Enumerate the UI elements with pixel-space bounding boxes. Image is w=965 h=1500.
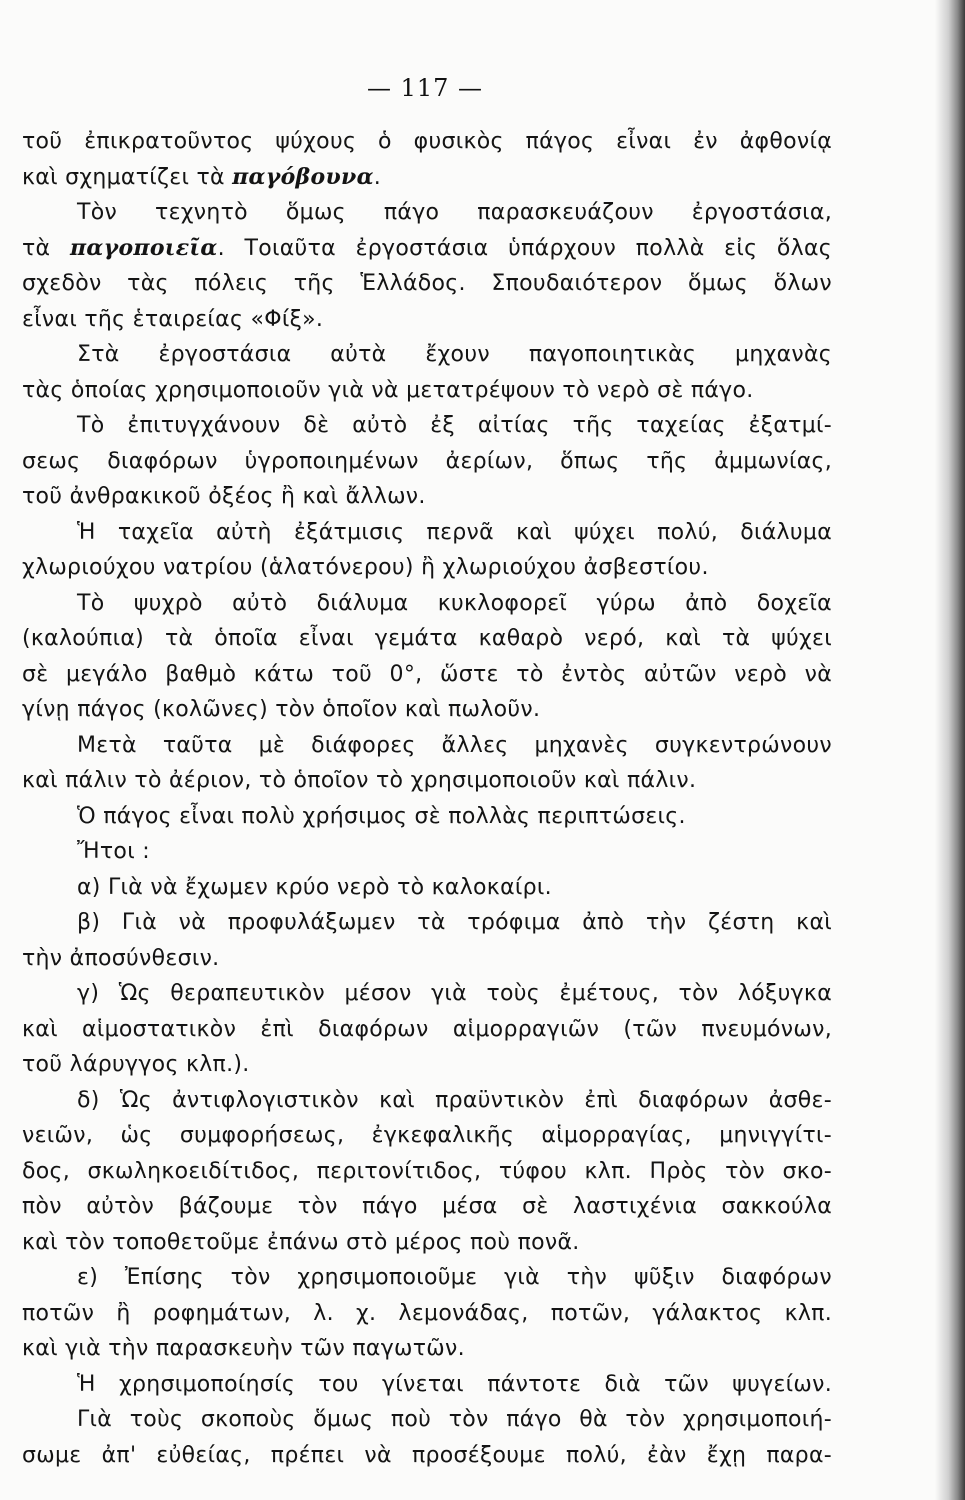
text-line: σωμε ἀπ' εὐθείας, πρέπει νὰ προσέξουμε πολύ, ἐὰν ἔχῃ παρα- bbox=[22, 1442, 832, 1468]
text-line: καὶ γιὰ τὴν παρασκευὴν τῶν παγωτῶν. bbox=[22, 1336, 465, 1361]
text-line: (καλούπια) τὰ ὁποῖα εἶναι γεμάτα καθαρὸ νερό, καὶ τὰ ψύχει bbox=[22, 626, 832, 651]
text-line: νειῶν, ὡς συμφορήσεως, ἐγκεφαλικῆς αἱμορραγίας, μηνιγγίτι- bbox=[22, 1123, 832, 1148]
list-item-e: ε) Ἐπίσης τὸν χρησιμοποιοῦμε γιὰ τὴν ψῦξιν διαφόρων bbox=[77, 1265, 832, 1290]
text-line: σχεδὸν τὰς πόλεις τῆς Ἑλλάδος. Σπουδαιότερον ὅμως ὅλων bbox=[22, 271, 832, 296]
paragraph-start: Τὸν τεχνητὸ ὅμως πάγο παρασκευάζουν ἐργοστάσια, bbox=[77, 200, 832, 225]
text-line: τοῦ λάρυγγος κλπ.). bbox=[22, 1052, 250, 1077]
list-intro: Ἤτοι : bbox=[77, 839, 150, 864]
list-item-d: δ) Ὡς ἀντιφλογιστικὸν καὶ πραϋντικὸν ἐπὶ διαφόρων ἀσθε- bbox=[77, 1087, 832, 1113]
text-line: καὶ τὸν τοποθετοῦμε ἐπάνω στὸ μέρος ποὺ πονᾶ. bbox=[22, 1229, 580, 1255]
paragraph-start: Ἡ χρησιμοποίησίς του γίνεται πάντοτε διὰ τῶν ψυγείων. bbox=[77, 1371, 832, 1397]
text-line: εἶναι τῆς ἑταιρείας «Φίξ». bbox=[22, 306, 324, 332]
text-line: ποτῶν ἢ ροφημάτων, λ. χ. λεμονάδας, ποτῶν, γάλακτος κλπ. bbox=[22, 1300, 832, 1326]
paragraph-start: Γιὰ τοὺς σκοποὺς ὅμως ποὺ τὸν πάγο θὰ τὸν χρησιμοποιή- bbox=[77, 1407, 832, 1432]
text-line: γίνῃ πάγος (κολῶνες) τὸν ὁποῖον καὶ πωλοῦν. bbox=[22, 697, 541, 722]
list-item-a: α) Γιὰ νὰ ἔχωμεν κρύο νερὸ τὸ καλοκαίρι. bbox=[77, 874, 552, 900]
body-text bbox=[22, 124, 832, 1473]
paragraph-start: Τὸ ψυχρὸ αὐτὸ διάλυμα κυκλοφορεῖ γύρω ἀπὸ δοχεῖα bbox=[77, 590, 832, 616]
text-line: τὰ παγοποιεῖα. Τοιαῦτα ἐργοστάσια ὑπάρχουν πολλὰ εἰς ὅλας bbox=[22, 234, 833, 261]
text-line: τοῦ ἐπικρατοῦντος ψύχους ὁ φυσικὸς πάγος εἶναι ἐν ἀφθονίᾳ bbox=[22, 129, 832, 154]
page-edge-shadow bbox=[935, 0, 965, 1500]
text-line: τὴν ἀποσύνθεσιν. bbox=[22, 945, 220, 971]
text-line: τὰς ὁποίας χρησιμοποιοῦν γιὰ νὰ μετατρέψουν τὸ νερὸ σὲ πάγο. bbox=[22, 377, 754, 403]
text-line: πὸν αὐτὸν βάζουμε τὸν πάγο μέσα σὲ λαστιχένια σακκούλα bbox=[22, 1194, 832, 1219]
text-line: καὶ σχηματίζει τὰ παγόβουνα. bbox=[22, 163, 382, 190]
list-item-b: β) Γιὰ νὰ προφυλάξωμεν τὰ τρόφιμα ἀπὸ τὴν ζέστη καὶ bbox=[77, 910, 832, 935]
page-number: — 117 — bbox=[366, 74, 484, 102]
paragraph-start: Μετὰ ταῦτα μὲ διάφορες ἄλλες μηχανὲς συγκεντρώνουν bbox=[77, 732, 832, 758]
text-line: σεως διαφόρων ὑγροποιημένων ἀερίων, ὅπως τῆς ἀμμωνίας, bbox=[22, 448, 832, 474]
list-item-c: γ) Ὡς θεραπευτικὸν μέσον γιὰ τοὺς ἐμέτους, τὸν λόξυγκα bbox=[77, 981, 832, 1006]
emphasized-term: παγοποιεῖα bbox=[69, 234, 218, 261]
text-line: δος, σκωληκοειδίτιδος, περιτονίτιδος, τύφου κλπ. Πρὸς τὸν σκο- bbox=[22, 1158, 832, 1184]
text-line: σὲ μεγάλο βαθμὸ κάτω τοῦ 0°, ὥστε τὸ ἐντὸς αὐτῶν νερὸ νὰ bbox=[22, 661, 832, 687]
text-line: καὶ αἱμοστατικὸν ἐπὶ διαφόρων αἱμορραγιῶν (τῶν πνευμόνων, bbox=[22, 1016, 832, 1042]
text-line: χλωριούχου νατρίου (ἁλατόνερου) ἢ χλωριούχου ἀσβεστίου. bbox=[22, 555, 709, 580]
text-line: καὶ πάλιν τὸ ἀέριον, τὸ ὁποῖον τὸ χρησιμοποιοῦν καὶ πάλιν. bbox=[22, 768, 697, 793]
paragraph-start: Στὰ ἐργοστάσια αὐτὰ ἔχουν παγοποιητικὰς μηχανὰς bbox=[77, 342, 832, 367]
paragraph-start: Ὁ πάγος εἶναι πολὺ χρήσιμος σὲ πολλὰς περιπτώσεις. bbox=[77, 803, 686, 829]
text-line: τοῦ ἀνθρακικοῦ ὀξέος ἢ καὶ ἄλλων. bbox=[22, 484, 426, 509]
paragraph-start: Ἡ ταχεῖα αὐτὴ ἐξάτμισις περνᾶ καὶ ψύχει πολύ, διάλυμα bbox=[77, 519, 832, 545]
paragraph-start: Τὸ ἐπιτυγχάνουν δὲ αὐτὸ ἐξ αἰτίας τῆς ταχείας ἐξατμί- bbox=[77, 413, 832, 438]
emphasized-term: παγόβουνα bbox=[232, 163, 374, 190]
